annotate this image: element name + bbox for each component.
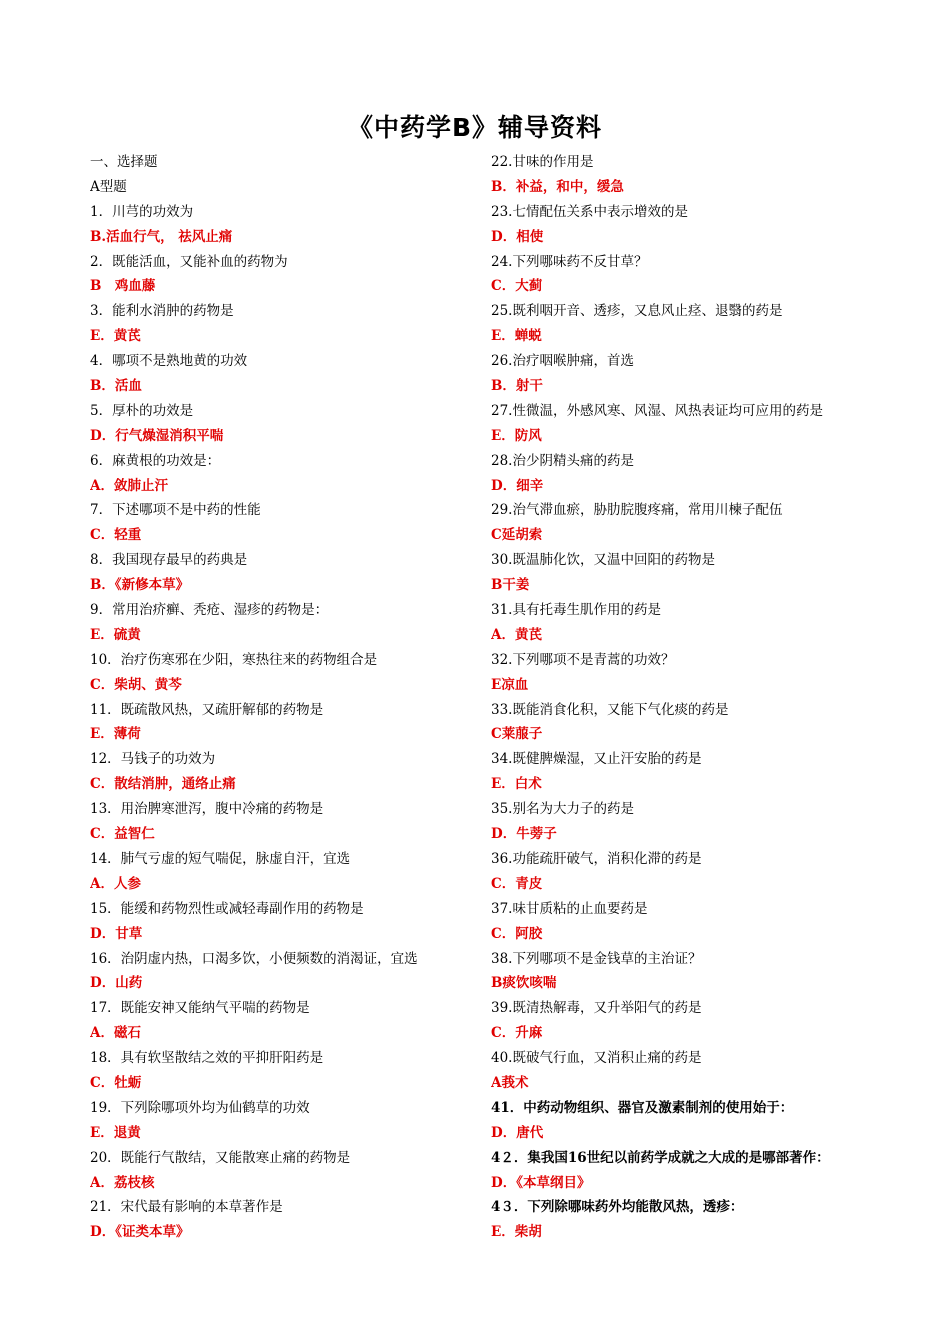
- answer-line: E．防风: [491, 427, 542, 444]
- question-line: 30.既温肺化饮，又温中回阳的药物是: [491, 552, 715, 569]
- answer-line: C．阿胶: [491, 925, 543, 942]
- answer-line: C．益智仁: [90, 826, 155, 843]
- question-line: 9．常用治疥癣、秃疮、湿疹的药物是：: [90, 602, 329, 619]
- answer-line: A莪术: [491, 1074, 529, 1091]
- answer-line: B干姜: [491, 577, 530, 594]
- answer-line: A．敛肺止汗: [90, 477, 168, 494]
- answer-line: E凉血: [491, 676, 529, 693]
- question-line: 36.功能疏肝破气，消积化滞的药是: [491, 850, 702, 867]
- answer-line: C莱菔子: [491, 726, 543, 743]
- question-line: 33.既能消食化积，又能下气化痰的药是: [491, 701, 729, 718]
- question-line: 16．治阴虚内热，口渴多饮，小便频数的消渴证，宜选: [90, 950, 418, 967]
- answer-line: D．甘草: [90, 925, 143, 942]
- answer-line: E．硫黄: [90, 626, 141, 643]
- answer-line: D．细辛: [491, 477, 544, 494]
- question-line: 4．哪项不是熟地黄的功效: [90, 353, 248, 370]
- question-line: 5．厚朴的功效是: [90, 402, 194, 419]
- answer-line: D．牛蒡子: [491, 826, 557, 843]
- question-line: 19．下列除哪项外均为仙鹤草的功效: [90, 1099, 310, 1116]
- question-line: 28.治少阴精头痛的药是: [491, 452, 634, 469]
- answer-line: A．磁石: [90, 1025, 141, 1042]
- question-line: 34.既健脾燥湿，又止汗安胎的药是: [491, 751, 702, 768]
- answer-line: E．柴胡: [491, 1224, 542, 1241]
- question-line: 12．马钱子的功效为: [90, 751, 216, 768]
- answer-line: E．退黄: [90, 1124, 141, 1141]
- answer-line: C．升麻: [491, 1025, 543, 1042]
- answer-line: B．射干: [491, 378, 543, 395]
- document-title: 《中药学B》辅导资料: [347, 113, 603, 142]
- answer-line: D．《证类本草》: [90, 1224, 190, 1241]
- question-line: 6．麻黄根的功效是：: [90, 452, 221, 469]
- question-line: 27.性微温，外感风寒、风湿、风热表证均可应用的药是: [491, 402, 823, 419]
- answer-line: B．《新修本草》: [90, 577, 190, 594]
- answer-line: A．荔枝核: [90, 1174, 155, 1191]
- answer-line: A．黄芪: [491, 626, 542, 643]
- question-line: 23.七情配伍关系中表示增效的是: [491, 203, 688, 220]
- answer-line: C．轻重: [90, 527, 142, 544]
- question-line: 3．能利水消肿的药物是: [90, 303, 234, 320]
- question-line: 4３．下列除哪味药外均能散风热，透疹：: [491, 1199, 744, 1216]
- question-line: 17．既能安神又能纳气平喘的药物是: [90, 1000, 310, 1017]
- question-line: 11．既疏散风热，又疏肝解郁的药物是: [90, 701, 324, 718]
- answer-line: C．大蓟: [491, 278, 543, 295]
- question-line: 37.味甘质粘的止血要药是: [491, 900, 648, 917]
- answer-line: B．活血: [90, 378, 142, 395]
- question-line: 13．用治脾寒泄泻，腹中冷痛的药物是: [90, 801, 324, 818]
- question-line: A型题: [90, 178, 127, 195]
- answer-line: C．柴胡、黄芩: [90, 676, 182, 693]
- answer-line: B痰饮咳喘: [491, 975, 557, 992]
- question-line: 4２．集我国16世纪以前药学成就之大成的是哪部著作：: [491, 1149, 830, 1166]
- left-column: [90, 150, 485, 1245]
- question-line: 15．能缓和药物烈性或减轻毒副作用的药物是: [90, 900, 364, 917]
- question-line: 29.治气滞血瘀，胁肋脘腹疼痛，常用川楝子配伍: [491, 502, 783, 519]
- question-line: 20．既能行气散结，又能散寒止痛的药物是: [90, 1149, 351, 1166]
- answer-line: D．《本草纲目》: [491, 1174, 591, 1191]
- answer-line: D．唐代: [491, 1124, 544, 1141]
- question-line: 41．中药动物组织、器官及激素制剂的使用始于：: [491, 1099, 794, 1116]
- answer-line: B．补益，和中，缓急: [491, 178, 624, 195]
- question-line: 40.既破气行血，又消积止痛的药是: [491, 1050, 702, 1067]
- answer-line: E．白术: [491, 776, 542, 793]
- question-line: 14．肺气亏虚的短气喘促，脉虚自汗，宜选: [90, 850, 351, 867]
- question-line: 18．具有软坚散结之效的平抑肝阳药是: [90, 1050, 324, 1067]
- answer-line: E．薄荷: [90, 726, 141, 743]
- question-line: 26.治疗咽喉肿痛，首选: [491, 353, 634, 370]
- question-line: 39.既清热解毒，又升举阳气的药是: [491, 1000, 702, 1017]
- question-line: 一、选择题: [90, 154, 158, 170]
- question-line: 32.下列哪项不是青蒿的功效？: [491, 651, 675, 668]
- question-line: 24.下列哪味药不反甘草？: [491, 253, 648, 270]
- question-line: 25.既利咽开音、透疹，又息风止痉、退翳的药是: [491, 303, 783, 320]
- answer-line: D．相使: [491, 228, 544, 245]
- question-line: 21．宋代最有影响的本草著作是: [90, 1199, 283, 1216]
- right-column: [491, 150, 911, 1245]
- question-line: 22.甘味的作用是: [491, 154, 594, 170]
- answer-line: B.活血行气， 祛风止痛: [90, 228, 233, 245]
- answer-line: B 鸡血藤: [90, 278, 156, 295]
- answer-line: D．山药: [90, 975, 143, 992]
- answer-line: C．散结消肿，通络止痛: [90, 776, 236, 793]
- question-line: 31.具有托毒生肌作用的药是: [491, 602, 661, 619]
- answer-line: E．蝉蜕: [491, 328, 542, 345]
- question-line: 10．治疗伤寒邪在少阳，寒热往来的药物组合是: [90, 651, 378, 668]
- answer-line: E．黄芪: [90, 328, 141, 345]
- answer-line: A．人参: [90, 875, 141, 892]
- question-line: 7．下述哪项不是中药的性能: [90, 502, 261, 519]
- answer-line: C．青皮: [491, 875, 543, 892]
- question-line: 2．既能活血，又能补血的药物为: [90, 253, 288, 270]
- answer-line: D．行气燥湿消积平喘: [90, 427, 224, 444]
- question-line: 1．川芎的功效为: [90, 203, 194, 220]
- answer-line: C延胡索: [491, 527, 543, 544]
- question-line: 35.别名为大力子的药是: [491, 801, 634, 818]
- question-line: 38.下列哪项不是金钱草的主治证？: [491, 950, 702, 967]
- question-line: 8．我国现存最早的药典是: [90, 552, 248, 569]
- answer-line: C．牡蛎: [90, 1074, 142, 1091]
